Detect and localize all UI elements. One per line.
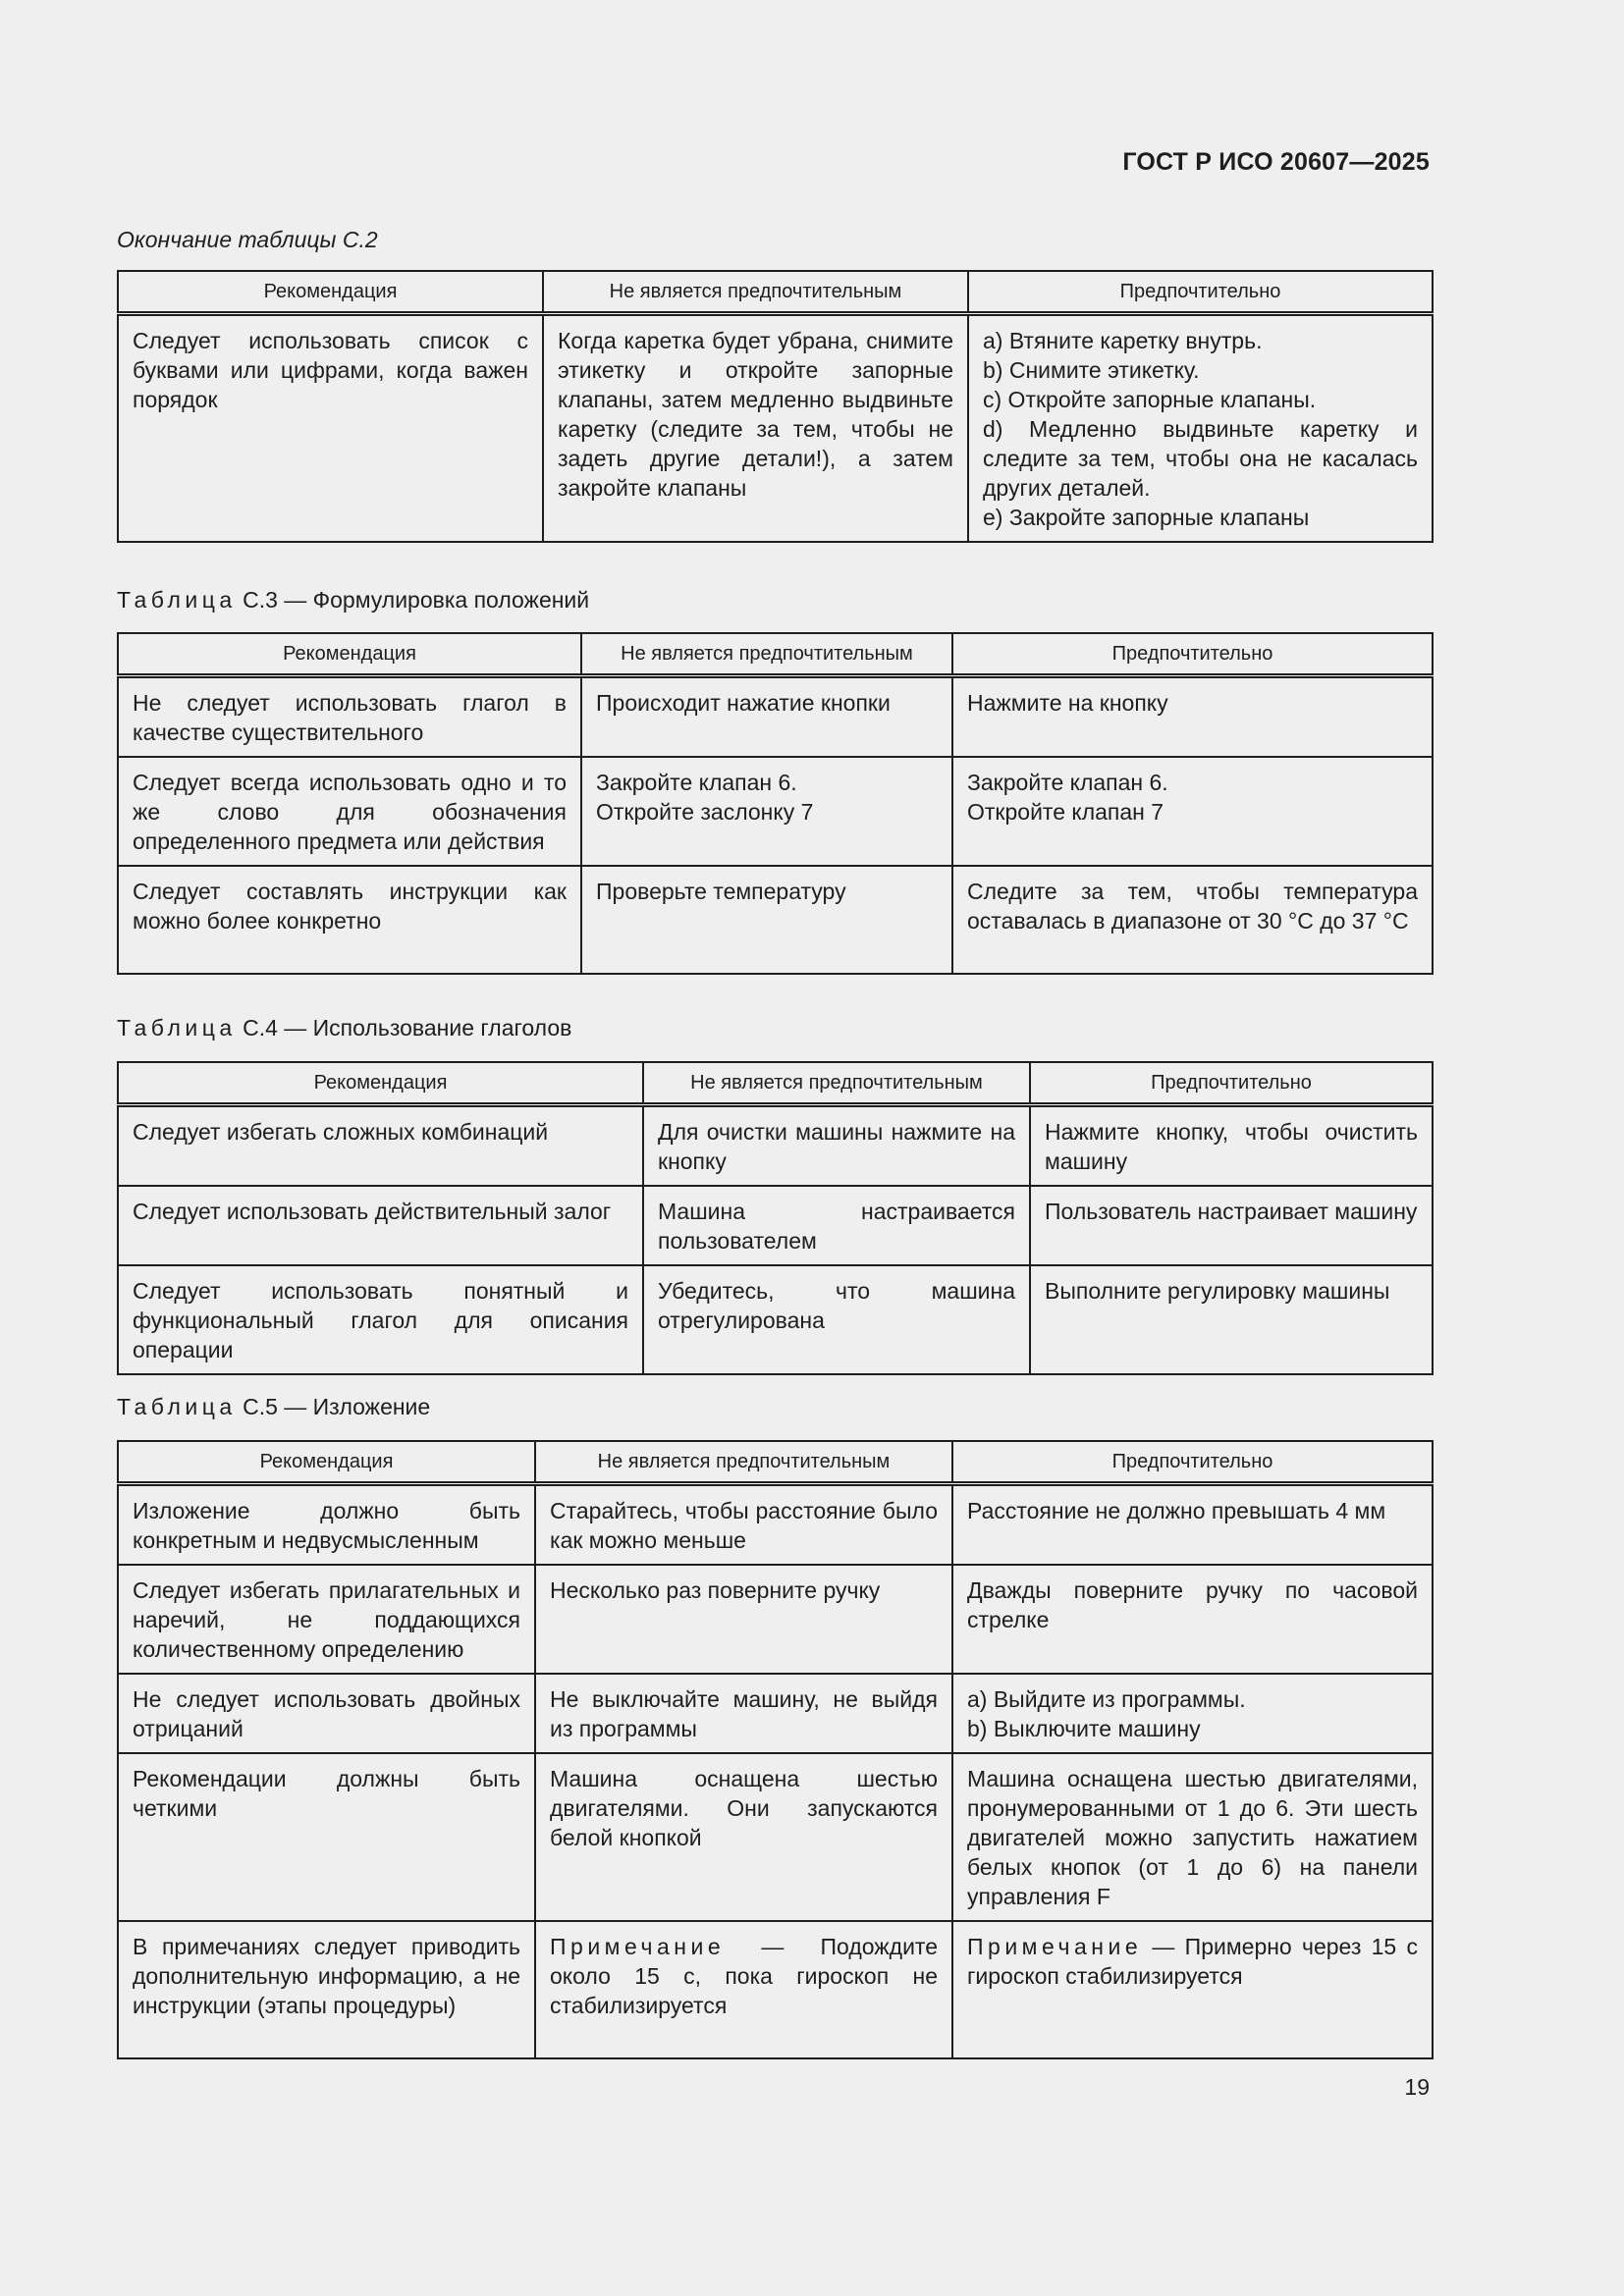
table-row	[118, 1674, 1433, 1753]
not-preferred-cell: Машина оснащена шестью двигателями. Они запускаются белой кнопкой	[535, 1753, 952, 1921]
column-header-recommendation: Рекомендация	[118, 271, 543, 314]
list-item: a) Выйдите из программы.	[967, 1686, 1246, 1712]
list-item: b) Выключите машину	[967, 1716, 1201, 1741]
not-preferred-cell: Машина настраивается пользователем	[643, 1186, 1030, 1265]
table-row	[118, 1484, 1433, 1566]
preferred-cell: Нажмите кнопку, чтобы очистить машину	[1030, 1105, 1433, 1187]
table-row	[118, 1105, 1433, 1187]
table-c3-caption	[117, 587, 589, 614]
caption-prefix: Таблица	[117, 1015, 237, 1041]
table-header-row	[118, 271, 1433, 314]
column-header-recommendation: Рекомендация	[118, 633, 581, 676]
caption-title: С.4 — Использование глаголов	[243, 1015, 572, 1041]
not-preferred-cell: Закройте клапан 6. Откройте заслонку 7	[581, 757, 952, 866]
list-item: e) Закройте запорные клапаны	[983, 505, 1310, 530]
not-preferred-cell: Убедитесь, что машина отрегулирована	[643, 1265, 1030, 1374]
table-header-row	[118, 633, 1433, 676]
table-row	[118, 1565, 1433, 1674]
preferred-cell: Машина оснащена шестью двигателями, пронумерованными от 1 до 6. Эти шесть двигателей можно запустить нажатием белых кнопок (от 1 до 6) на панели управления F	[952, 1753, 1433, 1921]
table-c3	[117, 632, 1434, 975]
caption-title: С.5 — Изложение	[243, 1394, 431, 1419]
preferred-cell: Следите за тем, чтобы температура оставалась в диапазоне от 30 °С до 37 °С	[952, 866, 1433, 974]
column-header-preferred: Предпочтительно	[952, 1441, 1433, 1484]
table-row	[118, 676, 1433, 758]
table-c5-caption	[117, 1394, 430, 1420]
document-code: ГОСТ Р ИСО 20607—2025	[1122, 148, 1430, 176]
list-item: a) Втяните каретку внутрь.	[983, 328, 1263, 353]
recommendation-cell: Не следует использовать двойных отрицаний	[118, 1674, 535, 1753]
recommendation-cell: Следует использовать действительный залог	[118, 1186, 643, 1265]
not-preferred-cell: Проверьте температуру	[581, 866, 952, 974]
table-row	[118, 757, 1433, 866]
recommendation-cell: Следует избегать сложных комбинаций	[118, 1105, 643, 1187]
column-header-recommendation: Рекомендация	[118, 1441, 535, 1484]
recommendation-cell: Следует всегда использовать одно и то же слово для обозначения определенного предмета или действия	[118, 757, 581, 866]
table-row	[118, 1921, 1433, 2058]
table-c2	[117, 270, 1434, 543]
not-preferred-cell: Когда каретка будет убрана, снимите этикетку и откройте запорные клапаны, затем медленно выдвиньте каретку (следите за тем, чтобы не задеть другие детали!), а затем закройте клапаны	[543, 314, 968, 543]
recommendation-cell: Следует составлять инструкции как можно более конкретно	[118, 866, 581, 974]
note-text: — Примерно через 15 с гироскоп стабилизируется	[967, 1934, 1418, 1989]
table-c2-caption: Окончание таблицы С.2	[117, 227, 378, 252]
list-item: b) Снимите этикетку.	[983, 357, 1200, 383]
note-label: Примечание	[967, 1934, 1143, 1959]
not-preferred-cell: Для очистки машины нажмите на кнопку	[643, 1105, 1030, 1187]
table-row	[118, 314, 1433, 543]
column-header-not-preferred: Не является предпочтительным	[643, 1062, 1030, 1105]
preferred-cell	[952, 1921, 1433, 2058]
note-label: Примечание	[550, 1934, 726, 1959]
recommendation-cell: Не следует использовать глагол в качестве существительного	[118, 676, 581, 758]
table-c4	[117, 1061, 1434, 1375]
table-row	[118, 866, 1433, 974]
preferred-cell: Дважды поверните ручку по часовой стрелке	[952, 1565, 1433, 1674]
recommendation-cell: Следует использовать понятный и функциональный глагол для описания операции	[118, 1265, 643, 1374]
preferred-cell	[968, 314, 1433, 543]
table-row	[118, 1265, 1433, 1374]
preferred-cell	[952, 1674, 1433, 1753]
not-preferred-cell	[535, 1921, 952, 2058]
table-row	[118, 1186, 1433, 1265]
table-row	[118, 1753, 1433, 1921]
not-preferred-cell: Происходит нажатие кнопки	[581, 676, 952, 758]
not-preferred-cell: Не выключайте машину, не выйдя из программы	[535, 1674, 952, 1753]
not-preferred-cell: Несколько раз поверните ручку	[535, 1565, 952, 1674]
column-header-preferred: Предпочтительно	[1030, 1062, 1433, 1105]
not-preferred-cell: Старайтесь, чтобы расстояние было как можно меньше	[535, 1484, 952, 1566]
column-header-not-preferred: Не является предпочтительным	[581, 633, 952, 676]
column-header-preferred: Предпочтительно	[968, 271, 1433, 314]
caption-title: С.3 — Формулировка положений	[243, 587, 590, 613]
recommendation-cell: Рекомендации должны быть четкими	[118, 1753, 535, 1921]
column-header-recommendation: Рекомендация	[118, 1062, 643, 1105]
list-item: c) Откройте запорные клапаны.	[983, 387, 1317, 412]
preferred-cell: Пользователь настраивает машину	[1030, 1186, 1433, 1265]
note-text: — Подождите около 15 с, пока гироскоп не стабилизируется	[550, 1934, 938, 2018]
recommendation-cell: Изложение должно быть конкретным и недвусмысленным	[118, 1484, 535, 1566]
table-header-row	[118, 1441, 1433, 1484]
caption-prefix: Таблица	[117, 1394, 237, 1419]
column-header-not-preferred: Не является предпочтительным	[543, 271, 968, 314]
recommendation-cell: Следует избегать прилагательных и наречий, не поддающихся количественному определению	[118, 1565, 535, 1674]
preferred-cell: Закройте клапан 6. Откройте клапан 7	[952, 757, 1433, 866]
table-c4-caption	[117, 1015, 571, 1041]
preferred-cell: Выполните регулировку машины	[1030, 1265, 1433, 1374]
column-header-not-preferred: Не является предпочтительным	[535, 1441, 952, 1484]
list-item: d) Медленно выдвиньте каретку и следите за тем, чтобы она не касалась других деталей.	[983, 416, 1418, 501]
table-header-row	[118, 1062, 1433, 1105]
preferred-cell: Расстояние не должно превышать 4 мм	[952, 1484, 1433, 1566]
column-header-preferred: Предпочтительно	[952, 633, 1433, 676]
page-number: 19	[1404, 2074, 1430, 2100]
recommendation-cell: В примечаниях следует приводить дополнительную информацию, а не инструкции (этапы процедуры)	[118, 1921, 535, 2058]
caption-prefix: Таблица	[117, 587, 237, 613]
table-c5	[117, 1440, 1434, 2059]
recommendation-cell: Следует использовать список с буквами или цифрами, когда важен порядок	[118, 314, 543, 543]
preferred-cell: Нажмите на кнопку	[952, 676, 1433, 758]
